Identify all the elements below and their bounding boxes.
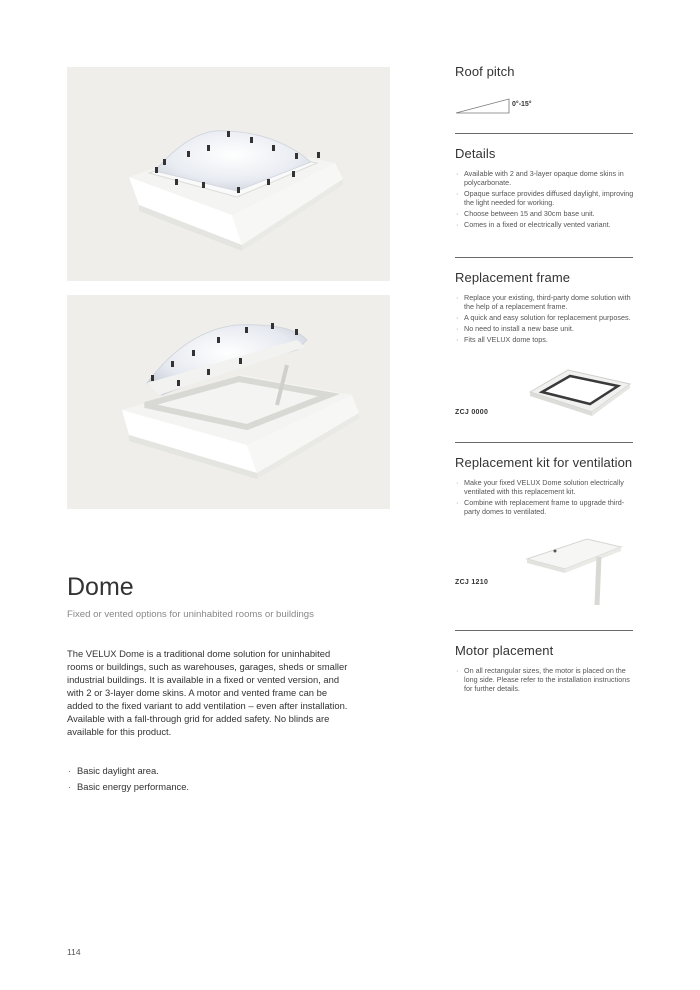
details-section xyxy=(455,146,635,231)
fixed-dome-illustration xyxy=(67,67,390,281)
list-item: · On all rectangular sizes, the motor is placed on the long side. Please refer to the installation instructions for further details. xyxy=(455,666,635,693)
motor-placement-section xyxy=(455,643,635,695)
replacement-frame-list xyxy=(455,293,635,344)
fixed-dome-photo xyxy=(67,67,390,281)
list-item: · Basic energy performance. xyxy=(67,780,347,793)
list-item: · Replace your existing, third-party dome solution with the help of a replacement frame. xyxy=(455,293,635,311)
divider xyxy=(455,630,633,631)
ventilation-kit-section xyxy=(455,455,640,518)
replacement-frame-code: ZCJ 0000 xyxy=(455,409,489,416)
roof-pitch-section xyxy=(455,64,635,87)
list-item: · Basic daylight area. xyxy=(67,764,347,777)
page-number: 114 xyxy=(67,947,81,957)
vented-dome-illustration xyxy=(67,295,390,509)
replacement-frame-title: Replacement frame xyxy=(455,270,571,285)
product-subtitle: Fixed or vented options for uninhabited rooms or buildings xyxy=(67,609,314,620)
details-title: Details xyxy=(455,146,496,161)
list-item: · No need to install a new base unit. xyxy=(455,324,635,333)
replacement-frame-section xyxy=(455,270,635,346)
motor-placement-list xyxy=(455,666,635,693)
roof-pitch-title: Roof pitch xyxy=(455,64,515,79)
motor-placement-title: Motor placement xyxy=(455,643,554,658)
product-description: The VELUX Dome is a traditional dome solution for uninhabited rooms or buildings, such as warehouses, garages, sheds or smaller industrial buildings. It is available in a fixed or vented version, and with 2 or 3-layer dome skins. A motor and vented frame can be added to the fixed variant to add ventilation – even after installation. Available with a fall-through grid for added safety. No blinds are available for this product. xyxy=(67,648,348,737)
details-list xyxy=(455,169,635,229)
roof-pitch-value: 0°-15° xyxy=(512,101,532,108)
list-item: · Combine with replacement frame to upgrade third-party domes to ventilated. xyxy=(455,498,640,516)
divider xyxy=(455,442,633,443)
list-item: · Make your fixed VELUX Dome solution electrically ventilated with this replacement kit. xyxy=(455,478,640,496)
feature-list xyxy=(67,764,347,796)
list-item: · Comes in a fixed or electrically vented variant. xyxy=(455,220,635,229)
list-item: · A quick and easy solution for replacement purposes. xyxy=(455,313,635,322)
product-title: Dome xyxy=(67,573,134,601)
ventilation-kit-title: Replacement kit for ventilation xyxy=(455,455,633,470)
ventilation-kit-list xyxy=(455,478,640,516)
replacement-frame-image xyxy=(528,366,632,416)
roof-pitch-icon xyxy=(455,97,510,115)
vented-dome-photo xyxy=(67,295,390,509)
divider xyxy=(455,133,633,134)
ventilation-kit-code: ZCJ 1210 xyxy=(455,579,489,586)
list-item: · Opaque surface provides diffused daylight, improving the light needed for working. xyxy=(455,189,635,207)
divider xyxy=(455,257,633,258)
list-item: · Fits all VELUX dome tops. xyxy=(455,335,635,344)
list-item: · Available with 2 and 3-layer opaque dome skins in polycarbonate. xyxy=(455,169,635,187)
list-item: · Choose between 15 and 30cm base unit. xyxy=(455,209,635,218)
ventilation-kit-image xyxy=(525,535,625,610)
